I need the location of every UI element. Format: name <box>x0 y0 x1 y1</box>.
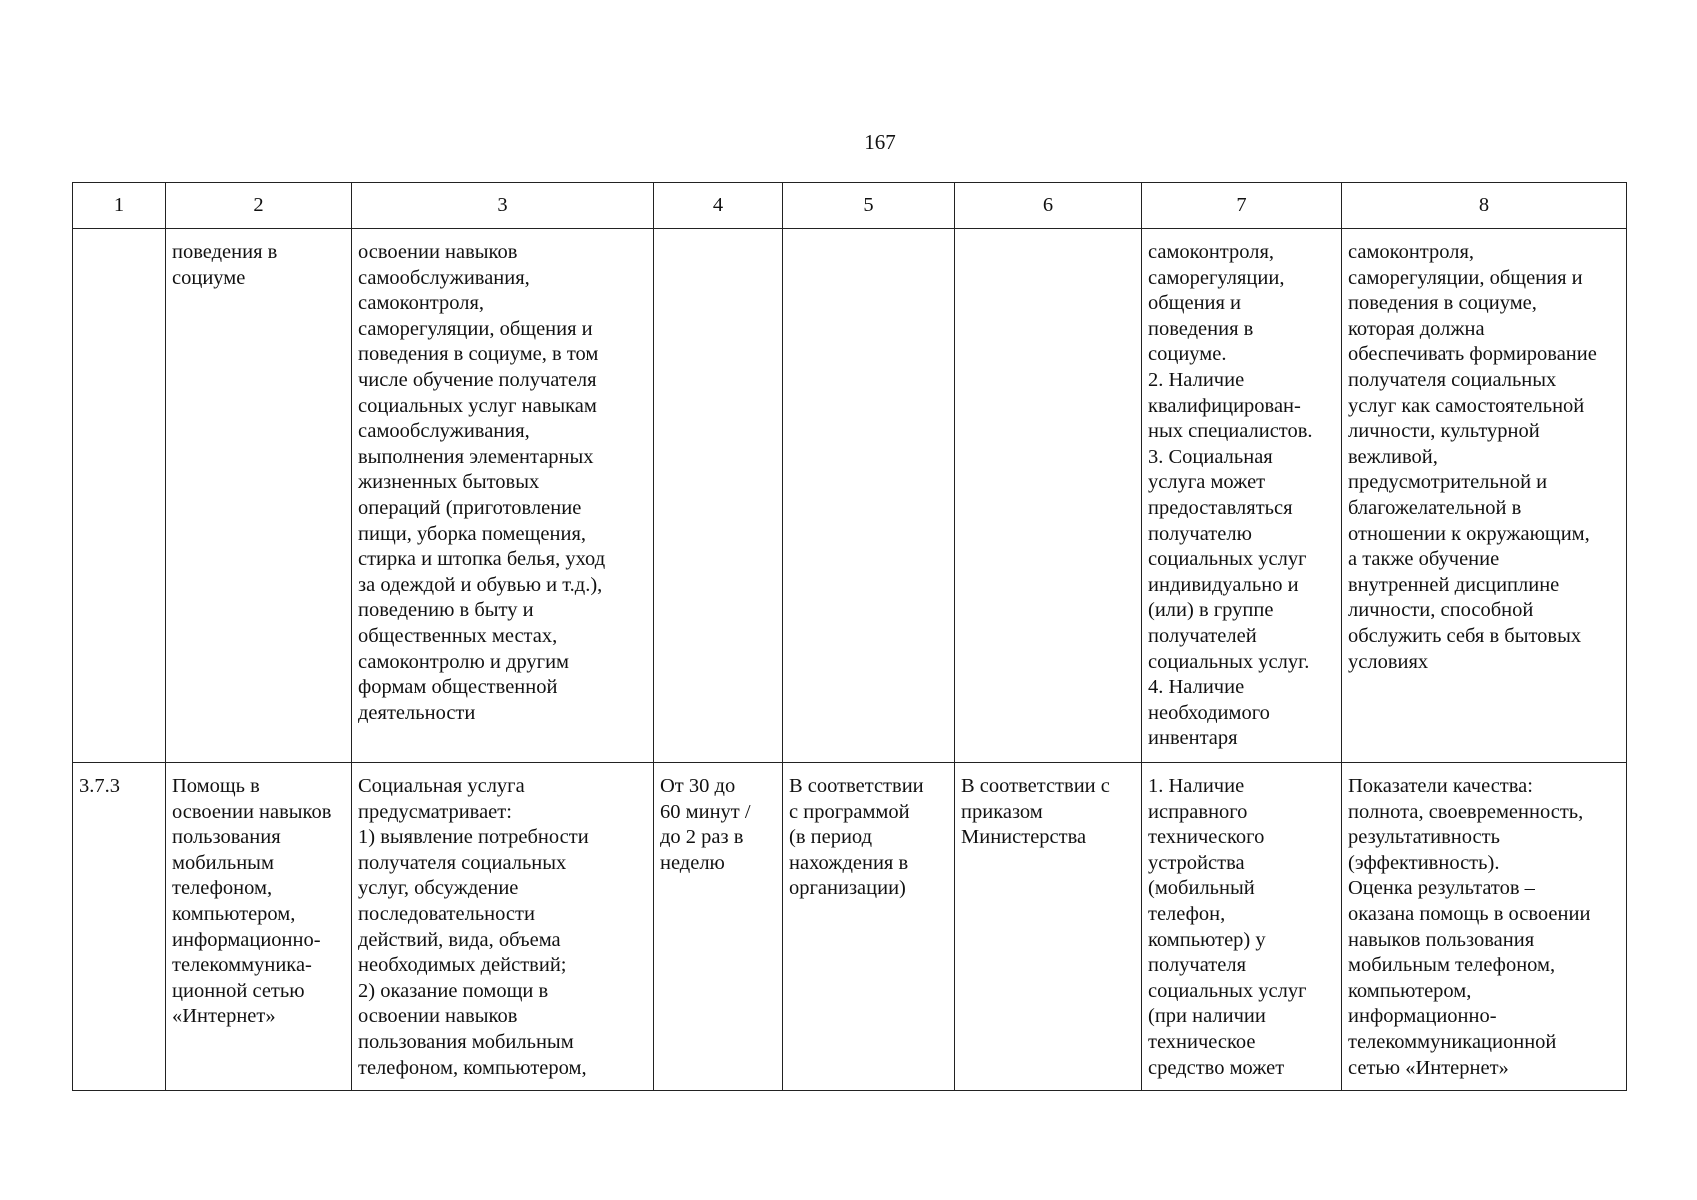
column-number-row <box>73 183 1627 229</box>
table-cell: В соответствии с приказом Министерства <box>955 763 1142 1091</box>
table-cell: освоении навыков самообслуживания, самоконтроля, саморегуляции, общения и поведения в социуме, в том числе обучение получателя социальных услуг навыкам самообслуживания, выполнения элементарных жизненных бытовых операций (приготовление пищи, уборка помещения, стирка и штопка белья, уход за одеждой и обувью и т.д.), поведению в быту и общественных местах, самоконтролю и другим формам общественной деятельности <box>352 229 654 763</box>
services-table <box>72 182 1627 1091</box>
column-number-cell: 5 <box>783 183 955 229</box>
table-cell: самоконтроля, саморегуляции, общения и поведения в социуме. 2. Наличие квалифицирован- ных специалистов. 3. Социальная услуга может предоставляться получателю социальных услуг индивидуально и (или) в группе получателей социальных услуг. 4. Наличие необходимого инвентаря <box>1142 229 1342 763</box>
page-number: 167 <box>864 130 896 154</box>
column-number-cell: 1 <box>73 183 166 229</box>
table-row <box>73 763 1627 1091</box>
table-cell: Помощь в освоении навыков пользования мобильным телефоном, компьютером, информационно- телекоммуника- ционной сетью «Интернет» <box>166 763 352 1091</box>
table-cell: В соответствии с программой (в период нахождения в организации) <box>783 763 955 1091</box>
table-row <box>73 229 1627 763</box>
table-cell <box>955 229 1142 763</box>
column-number-cell: 7 <box>1142 183 1342 229</box>
column-number-cell: 8 <box>1342 183 1627 229</box>
table-cell: От 30 до 60 минут / до 2 раз в неделю <box>654 763 783 1091</box>
column-number-cell: 3 <box>352 183 654 229</box>
column-number-cell: 4 <box>654 183 783 229</box>
table-cell: поведения в социуме <box>166 229 352 763</box>
table-cell: Социальная услуга предусматривает: 1) выявление потребности получателя социальных услуг, обсуждение последовательности действий, вида, объема необходимых действий; 2) оказание помощи в освоении навыков пользования мобильным телефоном, компьютером, <box>352 763 654 1091</box>
table-cell <box>73 229 166 763</box>
table-cell: 3.7.3 <box>73 763 166 1091</box>
table-cell <box>783 229 955 763</box>
column-number-cell: 6 <box>955 183 1142 229</box>
table-cell: Показатели качества: полнота, своевременность, результативность (эффективность). Оценка результатов – оказана помощь в освоении навыков пользования мобильным телефоном, компьютером, информационно- телекоммуникационной сетью «Интернет» <box>1342 763 1627 1091</box>
table-cell: 1. Наличие исправного технического устройства (мобильный телефон, компьютер) у получателя социальных услуг (при наличии техническое средство может <box>1142 763 1342 1091</box>
column-number-cell: 2 <box>166 183 352 229</box>
table-cell: самоконтроля, саморегуляции, общения и поведения в социуме, которая должна обеспечивать формирование получателя социальных услуг как самостоятельной личности, культурной вежливой, предусмотрительной и благожелательной в отношении к окружающим, а также обучение внутренней дисциплине личности, способной обслужить себя в бытовых условиях <box>1342 229 1627 763</box>
table-cell <box>654 229 783 763</box>
